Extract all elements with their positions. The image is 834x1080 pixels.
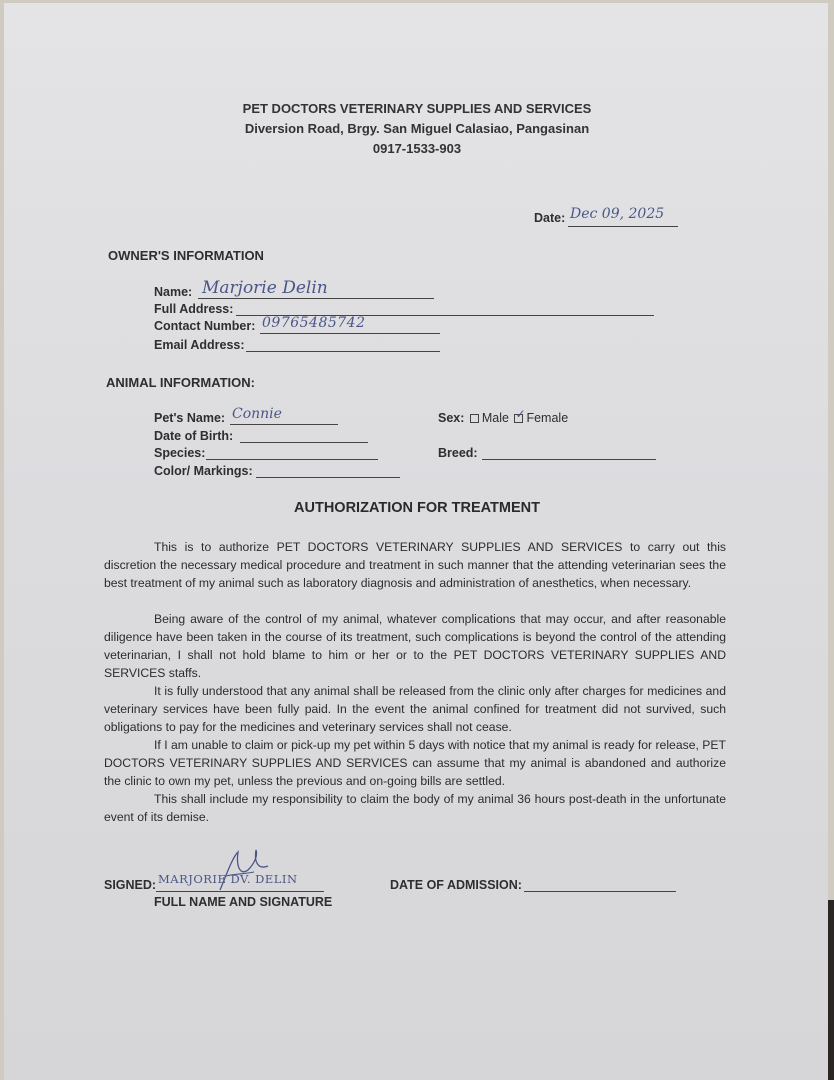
color-field[interactable] [256, 477, 400, 478]
date-field[interactable]: Dec 09, 2025 [570, 206, 665, 222]
signature-caption: FULL NAME AND SIGNATURE [154, 895, 333, 909]
pet-name-label: Pet's Name: [154, 411, 226, 425]
authorization-paragraph-1 [104, 538, 726, 592]
species-field[interactable] [206, 459, 378, 460]
breed-label: Breed: [438, 446, 478, 460]
animal-section-title: ANIMAL INFORMATION: [106, 375, 255, 390]
male-option-label: Male [481, 411, 509, 425]
owner-address-label: Full Address: [154, 302, 234, 316]
date-label: Date: [534, 211, 566, 225]
signature-field[interactable]: MARJORIE DV. DELIN [158, 872, 298, 886]
authorization-paragraph-3 [104, 682, 726, 736]
paragraph-text: This shall include my responsibility to claim the body of my animal 36 hours post-death in the unfortunate event of its demise. [104, 792, 726, 824]
background-edge [828, 900, 834, 1080]
pet-name-field[interactable]: Connie [232, 406, 282, 422]
authorization-paragraph-4 [104, 736, 726, 790]
check-mark-icon: ✓ [515, 407, 526, 422]
contact-number-field[interactable]: 09765485742 [262, 315, 366, 331]
paragraph-text: It is fully understood that any animal shall be released from the clinic only after charges for medicines and veterinary services have been fully paid. In the event the animal confined for treatment did not survived, such obligations to pay for the medicines and veterinary services shall not cease. [104, 684, 726, 734]
date-line [568, 226, 678, 227]
paragraph-text: This is to authorize PET DOCTORS VETERINARY SUPPLIES AND SERVICES to carry out this discretion the necessary medical procedure and treatment in such manner that the attending veterinarian sees the best treatment of my animal such as laboratory diagnosis and administration of anesthetics, when necessary. [104, 540, 726, 590]
paragraph-text: If I am unable to claim or pick-up my pet within 5 days with notice that my animal is ready for release, PET DOCTORS VETERINARY SUPPLIES AND SERVICES can assume that my animal is abandoned and authorize the clinic to own my pet, unless the previous and on-going bills are settled. [104, 738, 726, 788]
owner-name-field[interactable]: Marjorie Delin [202, 278, 328, 298]
owner-name-label: Name: [154, 285, 193, 299]
authorization-paragraph-5 [104, 790, 726, 826]
business-address: Diversion Road, Brgy. San Miguel Calasiao, Pangasinan [244, 121, 590, 136]
female-option-label: Female [526, 411, 569, 425]
email-label: Email Address: [154, 338, 245, 352]
pet-name-line [230, 424, 338, 425]
male-checkbox[interactable] [470, 414, 479, 423]
owner-section-title: OWNER'S INFORMATION [108, 248, 264, 263]
admission-date-field[interactable] [524, 891, 676, 892]
email-field[interactable] [246, 351, 440, 352]
business-name: PET DOCTORS VETERINARY SUPPLIES AND SERVICES [242, 101, 592, 116]
dob-field[interactable] [240, 442, 368, 443]
authorization-paragraph-2 [104, 610, 726, 682]
sex-field [438, 407, 569, 425]
signature-scribble [214, 846, 274, 896]
business-phone: 0917-1533-903 [372, 141, 462, 156]
breed-field[interactable] [482, 459, 656, 460]
dob-label: Date of Birth: [154, 429, 234, 443]
signed-label: SIGNED: [104, 878, 157, 892]
owner-name-line [198, 298, 434, 299]
female-checkbox[interactable] [514, 407, 526, 423]
contact-number-label: Contact Number: [154, 319, 256, 333]
sex-label: Sex: [438, 411, 465, 425]
species-label: Species: [154, 446, 206, 460]
admission-date-label: DATE OF ADMISSION: [390, 878, 522, 892]
paragraph-text: Being aware of the control of my animal, whatever complications that may occur, and after reasonable diligence have been taken in the course of its treatment, such complications is beyond the control of the attending veterinarian, I shall not hold blame to him or her or to the PET DOCTORS VETERINARY SUPPLIES AND SERVICES staffs. [104, 612, 726, 680]
authorization-title: AUTHORIZATION FOR TREATMENT [294, 500, 540, 516]
contact-number-line [260, 333, 440, 334]
color-label: Color/ Markings: [154, 464, 253, 478]
